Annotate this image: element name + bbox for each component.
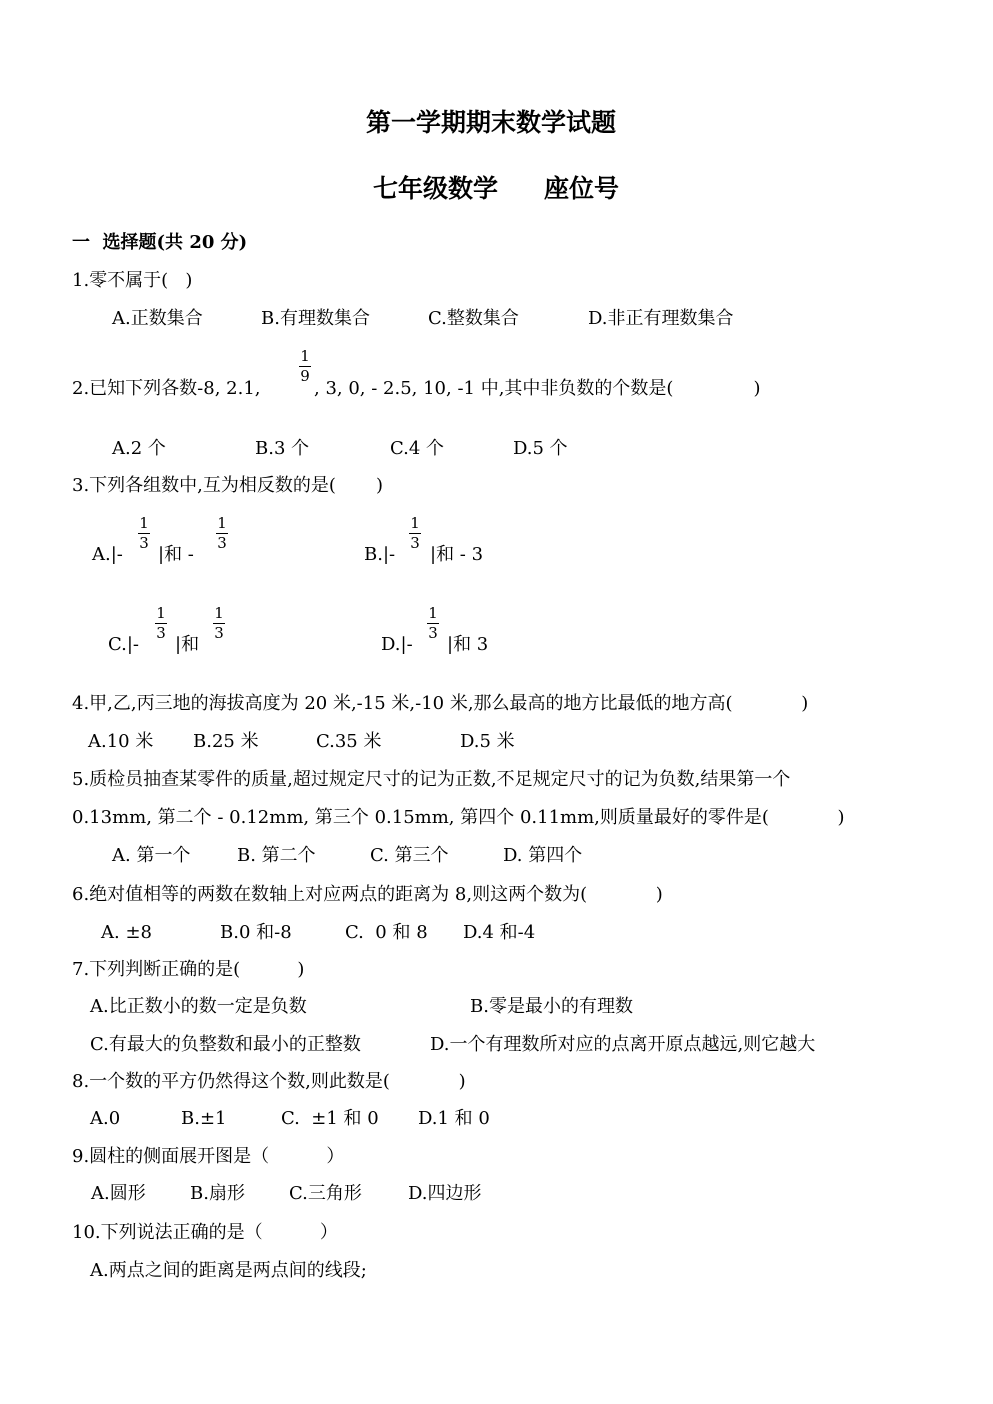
q3-option-b-frac <box>409 516 421 551</box>
q8-option-d: D.1 和 0 <box>418 1108 490 1129</box>
q9-option-d: D.四边形 <box>408 1183 482 1204</box>
frac-den: 3 <box>410 534 420 552</box>
q8-option-a: A.0 <box>90 1108 121 1129</box>
frac-den: 3 <box>214 624 224 642</box>
q3-option-c-frac2 <box>213 606 225 641</box>
q4-option-a: A.10 米 <box>88 731 154 752</box>
q3-option-d-prefix: D.|- <box>381 634 413 655</box>
q7-option-b: B.零是最小的有理数 <box>470 996 633 1017</box>
q5-option-c: C. 第三个 <box>370 845 449 866</box>
q2-frac-num: 1 <box>300 347 310 365</box>
q1-stem: 1.零不属于( ) <box>72 270 193 291</box>
seat-number-label: 座位号 <box>544 174 620 203</box>
grade-label: 七年级数学 <box>373 174 499 203</box>
q7-option-a: A.比正数小的数一定是负数 <box>90 996 307 1017</box>
q4-option-c: C.35 米 <box>316 731 382 752</box>
q5-stem-line2: 0.13mm, 第二个 - 0.12mm, 第三个 0.15mm, 第四个 0.11mm,则质量最好的零件是( ) <box>72 807 845 828</box>
q7-stem: 7.下列判断正确的是( ) <box>72 959 305 980</box>
q8-stem: 8.一个数的平方仍然得这个数,则此数是( ) <box>72 1071 466 1092</box>
q1-option-a: A.正数集合 <box>112 308 203 329</box>
q7-option-d: D.一个有理数所对应的点离开原点越远,则它越大 <box>430 1034 816 1055</box>
q3-option-d-frac <box>427 606 439 641</box>
q4-stem: 4.甲,乙,丙三地的海拔高度为 20 米,-15 米,-10 米,那么最高的地方比最低的地方高( ) <box>72 693 809 714</box>
frac-den: 3 <box>217 534 227 552</box>
q5-option-d: D. 第四个 <box>503 845 583 866</box>
q3-stem: 3.下列各组数中,互为相反数的是( ) <box>72 475 383 496</box>
q2-stem-after: , 3, 0, - 2.5, 10, -1 中,其中非负数的个数是( ) <box>314 378 761 399</box>
q3-option-a-frac1 <box>138 516 150 551</box>
q2-stem-before: 2.已知下列各数-8, 2.1, <box>72 378 261 399</box>
q7-option-c: C.有最大的负整数和最小的正整数 <box>90 1034 361 1055</box>
q1-option-d: D.非正有理数集合 <box>588 308 734 329</box>
q3-option-a-prefix: A.|- <box>92 544 123 565</box>
frac-den: 3 <box>156 624 166 642</box>
q2-option-b: B.3 个 <box>255 438 310 459</box>
q3-option-b-prefix: B.|- <box>364 544 396 565</box>
q9-stem: 9.圆柱的侧面展开图是（ ） <box>72 1146 345 1167</box>
frac-num: 1 <box>410 514 420 532</box>
q3-option-d-post: |和 3 <box>447 634 489 655</box>
q3-option-c-prefix: C.|- <box>108 634 139 655</box>
q4-option-b: B.25 米 <box>193 731 259 752</box>
q6-stem: 6.绝对值相等的两数在数轴上对应两点的距离为 8,则这两个数为( ) <box>72 884 663 905</box>
frac-num: 1 <box>428 604 438 622</box>
q5-option-b: B. 第二个 <box>237 845 316 866</box>
frac-den: 3 <box>428 624 438 642</box>
frac-num: 1 <box>214 604 224 622</box>
q5-stem-line1: 5.质检员抽查某零件的质量,超过规定尺寸的记为正数,不足规定尺寸的记为负数,结果第一个 <box>72 769 791 790</box>
q6-option-b: B.0 和-8 <box>220 922 292 943</box>
q8-option-c: C. ±1 和 0 <box>281 1108 379 1129</box>
q3-option-a-mid: |和 - <box>158 544 194 565</box>
q2-fraction <box>299 349 311 384</box>
q2-option-a: A.2 个 <box>112 438 166 459</box>
exam-title: 第一学期期末数学试题 <box>366 108 617 137</box>
section-heading: 一 选择题(共 20 分) <box>72 232 248 253</box>
q9-option-c: C.三角形 <box>289 1183 362 1204</box>
q10-option-a: A.两点之间的距离是两点间的线段; <box>90 1260 367 1281</box>
q6-option-d: D.4 和-4 <box>463 922 536 943</box>
q4-option-d: D.5 米 <box>460 731 515 752</box>
q9-option-b: B.扇形 <box>190 1183 245 1204</box>
q2-frac-den: 9 <box>300 367 310 385</box>
q3-option-a-frac2 <box>216 516 228 551</box>
frac-num: 1 <box>156 604 166 622</box>
q1-option-c: C.整数集合 <box>428 308 519 329</box>
q10-stem: 10.下列说法正确的是（ ） <box>72 1222 338 1243</box>
frac-den: 3 <box>139 534 149 552</box>
q6-option-a: A. ±8 <box>101 922 152 943</box>
q8-option-b: B.±1 <box>181 1108 227 1129</box>
q6-option-c: C. 0 和 8 <box>345 922 428 943</box>
q2-option-c: C.4 个 <box>390 438 445 459</box>
frac-num: 1 <box>217 514 227 532</box>
q3-option-c-frac1 <box>155 606 167 641</box>
q5-option-a: A. 第一个 <box>112 845 191 866</box>
q1-option-b: B.有理数集合 <box>261 308 370 329</box>
frac-num: 1 <box>139 514 149 532</box>
q3-option-c-mid: |和 <box>175 634 200 655</box>
q3-option-b-post: |和 - 3 <box>430 544 484 565</box>
q2-option-d: D.5 个 <box>513 438 568 459</box>
q9-option-a: A.圆形 <box>91 1183 146 1204</box>
